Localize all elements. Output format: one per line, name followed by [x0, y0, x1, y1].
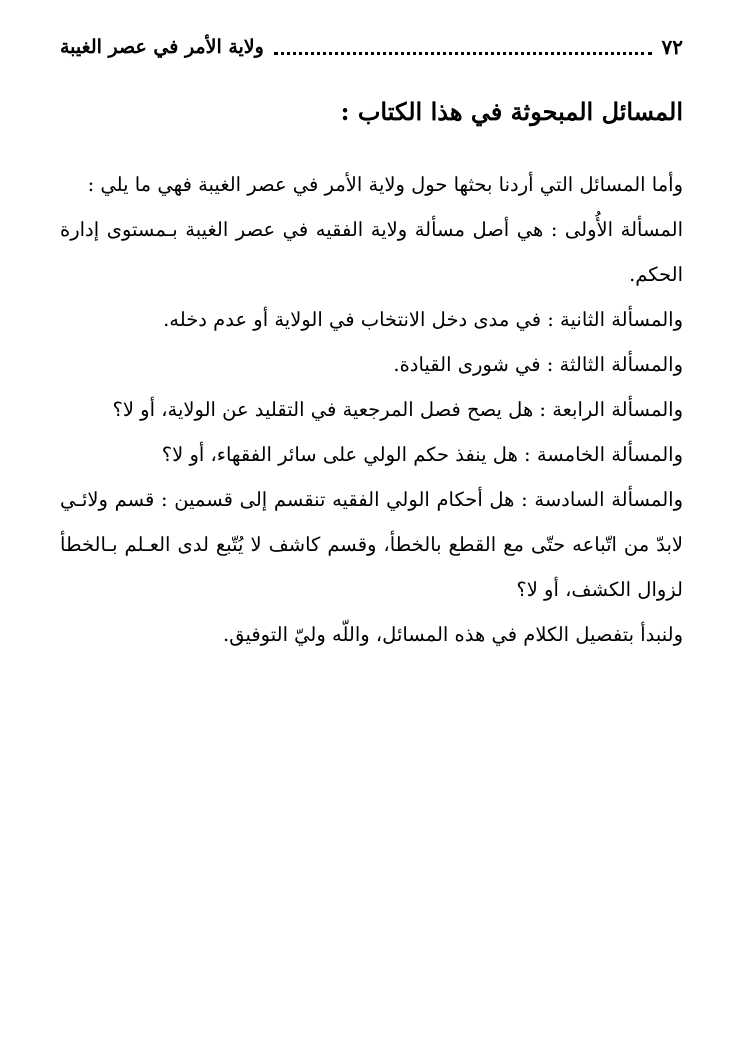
leader-dots: [274, 50, 652, 55]
paragraph-issue-3: والمسألة الثالثة : في شورى القيادة.: [393, 353, 683, 376]
paragraph-issue-2: والمسألة الثانية : في مدى دخل الانتخاب في الولاية أو عدم دخله.: [163, 308, 683, 331]
paragraph-issue-1: المسألة الأُولى : هي أصل مسألة ولاية الفقيه في عصر الغيبة بـمستوى إدارة الحكم.: [60, 218, 683, 286]
section-title: المسائل المبحوثة في هذا الكتاب :: [340, 97, 683, 126]
page-number: ٧٢: [661, 35, 683, 59]
paragraph-closing: ولنبدأ بتفصيل الكلام في هذه المسائل، واللّه وليّ التوفيق.: [223, 623, 683, 646]
paragraph-issue-4: والمسألة الرابعة : هل يصح فصل المرجعية في التقليد عن الولاية، أو لا؟: [112, 398, 683, 421]
page-header: [60, 30, 683, 64]
paragraph-issue-6: والمسألة السادسة : هل أحكام الولي الفقيه تنقسم إلى قسمين : قسم ولائـي لابدّ من اتّباعه حتّى مع القطع بالخطأ، وقسم كاشف لا يُتّبع لدى العـلم بـالخطأ لزوال الكشف، أو لا؟: [60, 488, 683, 601]
body-text: [60, 162, 683, 657]
paragraph-intro: وأما المسائل التي أردنا بحثها حول ولاية الأمر في عصر الغيبة فهي ما يلي :: [87, 173, 683, 196]
paragraph-issue-5: والمسألة الخامسة : هل ينفذ حكم الولي على سائر الفقهاء، أو لا؟: [161, 443, 683, 466]
running-title: ولاية الأمر في عصر الغيبة: [60, 36, 264, 58]
